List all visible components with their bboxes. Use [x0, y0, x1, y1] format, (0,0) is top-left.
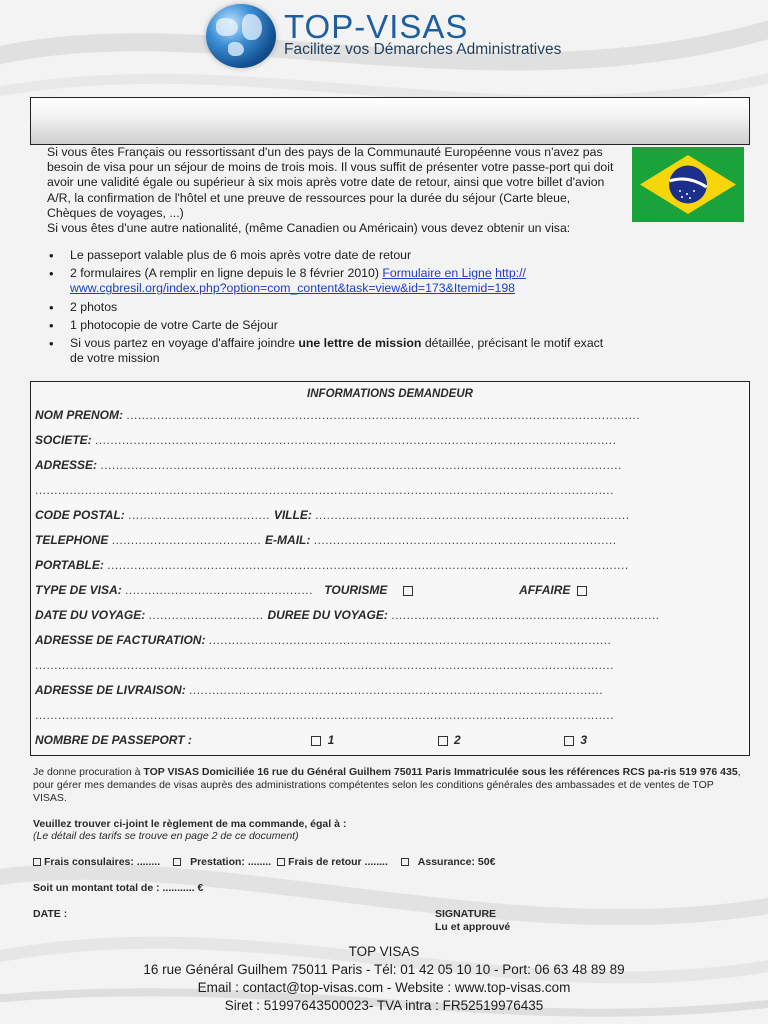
date-label: DATE :: [33, 908, 68, 920]
frais-retour-checkbox[interactable]: [277, 858, 285, 866]
row-type-visa: [35, 583, 590, 597]
intro-paragraph-1: Si vous êtes Français ou ressortissant d'un des pays de la Communauté Européenne vous n'avez pas besoin de visa pour un séjour de moins de trois mois. Il vous suffit de présenter votre passe-port qui doit avoir une validité égale ou supérieur à six mois après votre date de retour, ainsi que votre billet d'avion A/R, la confirmation de l'hôtel et une preuve de ressources pour la durée du séjour (Carte bleue, Chèques de voyages, ...): [47, 145, 614, 220]
prestation-label: Prestation: ........: [190, 856, 272, 868]
requirement-text: 2 photos: [70, 299, 118, 314]
label-nom-prenom: NOM PRENOM:: [35, 408, 123, 422]
label-email: E-MAIL:: [265, 533, 311, 547]
label-code-postal: CODE POSTAL:: [35, 508, 125, 522]
row-societe: [35, 433, 616, 447]
row-adresse: [35, 458, 622, 472]
frais-retour-label: Frais de retour ........: [288, 856, 388, 868]
brand-name: TOP-VISAS: [284, 8, 469, 45]
affaire-checkbox[interactable]: [577, 586, 587, 596]
passeport-option-1: 1: [327, 733, 335, 747]
footer-address: 16 rue Général Guilhem 75011 Paris - Tél: 01 42 05 10 10 - Port: 06 63 48 89 89: [143, 962, 625, 977]
adresse-field-line-2[interactable]: .......................................................................................................................................................: [35, 483, 614, 497]
fees-row: [33, 856, 495, 868]
total-amount: [33, 882, 203, 894]
label-adresse-facturation: ADRESSE DE FACTURATION:: [35, 633, 206, 647]
code-postal-field[interactable]: .....................................: [128, 508, 274, 522]
title-bar: [30, 97, 750, 145]
form-title: INFORMATIONS DEMANDEUR: [307, 388, 473, 400]
adresse-field[interactable]: ........................................................................................................................................: [100, 458, 622, 472]
assurance-checkbox[interactable]: [401, 858, 409, 866]
intro-text: [47, 145, 617, 236]
label-societe: SOCIETE:: [35, 433, 92, 447]
label-affaire: AFFAIRE: [519, 583, 571, 597]
row-date-voyage: [35, 608, 660, 622]
signature-block: [435, 908, 510, 934]
procuration-company: TOP VISAS Domiciliée 16 rue du Général Guilhem 75011 Paris Immatriculée sous les références RCS pa-ris 519 976 435: [143, 766, 738, 778]
portable-field[interactable]: ........................................................................................................................................: [107, 558, 629, 572]
duree-voyage-field[interactable]: ......................................................................: [391, 608, 660, 622]
requirements-list: [47, 248, 617, 369]
procuration-post: , pour gérer mes demandes de visas auprès des administrations compétentes selon les conditions générales des ambassades et de ventes de TOP VISAS.: [33, 766, 741, 804]
brand-tagline: Facilitez vos Démarches Administratives: [284, 41, 562, 58]
row-portable: [35, 558, 629, 572]
requirement-item: [47, 300, 617, 315]
telephone-field[interactable]: .......................................: [111, 533, 266, 547]
mission-letter-emphasis: une lettre de mission: [298, 336, 422, 351]
assurance-label: Assurance: 50€: [417, 856, 496, 868]
requirement-text: 2 formulaires (A remplir en ligne depuis le 8 février 2010): [70, 266, 379, 281]
frais-consulaires-label: Frais consulaires: ........: [44, 856, 161, 868]
requirement-item: [47, 318, 617, 333]
label-date-voyage: DATE DU VOYAGE:: [35, 608, 146, 622]
requirement-text: Le passeport valable plus de 6 mois après votre date de retour: [70, 248, 412, 262]
row-adresse-facturation: [35, 633, 611, 647]
row-adresse-livraison: [35, 683, 603, 697]
online-form-link[interactable]: Formulaire en Ligne: [382, 266, 492, 281]
adresse-livraison-field[interactable]: ............................................................................................................: [189, 683, 604, 697]
intro-paragraph-2: Si vous êtes d'une autre nationalité, (même Canadien ou Américain) vous devez obtenir un visa:: [47, 221, 571, 236]
frais-consulaires-checkbox[interactable]: [33, 858, 41, 866]
payment-intro: [33, 818, 346, 842]
label-portable: PORTABLE:: [35, 558, 104, 572]
requirement-item: [47, 248, 617, 263]
passeport-option-3: 3: [580, 733, 588, 747]
requirement-item: [47, 266, 617, 296]
footer-company: TOP VISAS: [348, 944, 420, 959]
applicant-form: [30, 381, 750, 756]
prestation-checkbox[interactable]: [173, 858, 181, 866]
passeport-1-checkbox[interactable]: [311, 736, 321, 746]
nom-prenom-field[interactable]: ......................................................................................................................................: [126, 408, 641, 422]
type-visa-field[interactable]: .................................................: [125, 583, 313, 597]
label-nombre-passeport: NOMBRE DE PASSEPORT :: [35, 733, 192, 747]
email-field[interactable]: ...............................................................................: [313, 533, 617, 547]
date-voyage-field[interactable]: ..............................: [148, 608, 268, 622]
requirement-item: [47, 336, 617, 366]
passeport-3-checkbox[interactable]: [564, 736, 574, 746]
label-duree-voyage: DUREE DU VOYAGE:: [267, 608, 388, 622]
tourisme-checkbox[interactable]: [403, 586, 413, 596]
procuration-pre: Je donne procuration à: [33, 766, 141, 778]
label-ville: VILLE:: [273, 508, 312, 522]
lu-approuve-label: Lu et approuvé: [435, 921, 511, 933]
passeport-option-2: 2: [453, 733, 461, 747]
societe-field[interactable]: ........................................................................................................................................: [95, 433, 617, 447]
total-amount-text: Soit un montant total de : ........... €: [33, 882, 204, 894]
date-field: [33, 908, 67, 920]
adresse-facturation-field-line-2[interactable]: .......................................................................................................................................................: [35, 658, 614, 672]
cgbresil-url-link[interactable]: http:// www.cgbresil.org/index.php?option=com_content&task=view&id=173&Itemid=198: [70, 266, 526, 296]
label-adresse-livraison: ADRESSE DE LIVRAISON:: [35, 683, 186, 697]
ville-field[interactable]: ..................................................................................: [315, 508, 630, 522]
row-adresse-facturation-2: [35, 658, 614, 672]
row-code-postal: [35, 508, 630, 522]
label-telephone: TELEPHONE: [35, 533, 109, 547]
row-nombre-passeport: [35, 733, 587, 747]
adresse-livraison-field-line-2[interactable]: .......................................................................................................................................................: [35, 708, 614, 722]
label-tourisme: TOURISME: [324, 583, 388, 597]
requirement-text: 1 photocopie de votre Carte de Séjour: [70, 317, 278, 332]
adresse-facturation-field[interactable]: .........................................................................................................: [208, 633, 612, 647]
requirement-text: détaillée, précisant le motif exact de votre mission: [70, 336, 604, 366]
payment-line-1: Veuillez trouver ci-joint le règlement de ma commande, égal à :: [33, 818, 347, 830]
label-type-visa: TYPE DE VISA:: [35, 583, 122, 597]
payment-line-2: (Le détail des tarifs se trouve en page 2 de ce document): [33, 830, 299, 842]
brazil-flag-icon: [632, 147, 744, 222]
footer-contact: Email : contact@top-visas.com - Website : www.top-visas.com: [197, 980, 571, 995]
signature-label: SIGNATURE: [435, 908, 497, 920]
row-nom-prenom: [35, 408, 640, 422]
row-adresse-livraison-2: [35, 708, 614, 722]
row-adresse-2: [35, 483, 614, 497]
requirement-text: Si vous partez en voyage d'affaire joindre: [70, 336, 295, 351]
procuration-text: [33, 766, 745, 805]
label-adresse: ADRESSE:: [35, 458, 98, 472]
passeport-2-checkbox[interactable]: [438, 736, 448, 746]
row-telephone: [35, 533, 617, 547]
globe-logo-icon: [206, 4, 276, 68]
footer-siret: Siret : 51997643500023- TVA intra : FR52519976435: [224, 998, 544, 1013]
